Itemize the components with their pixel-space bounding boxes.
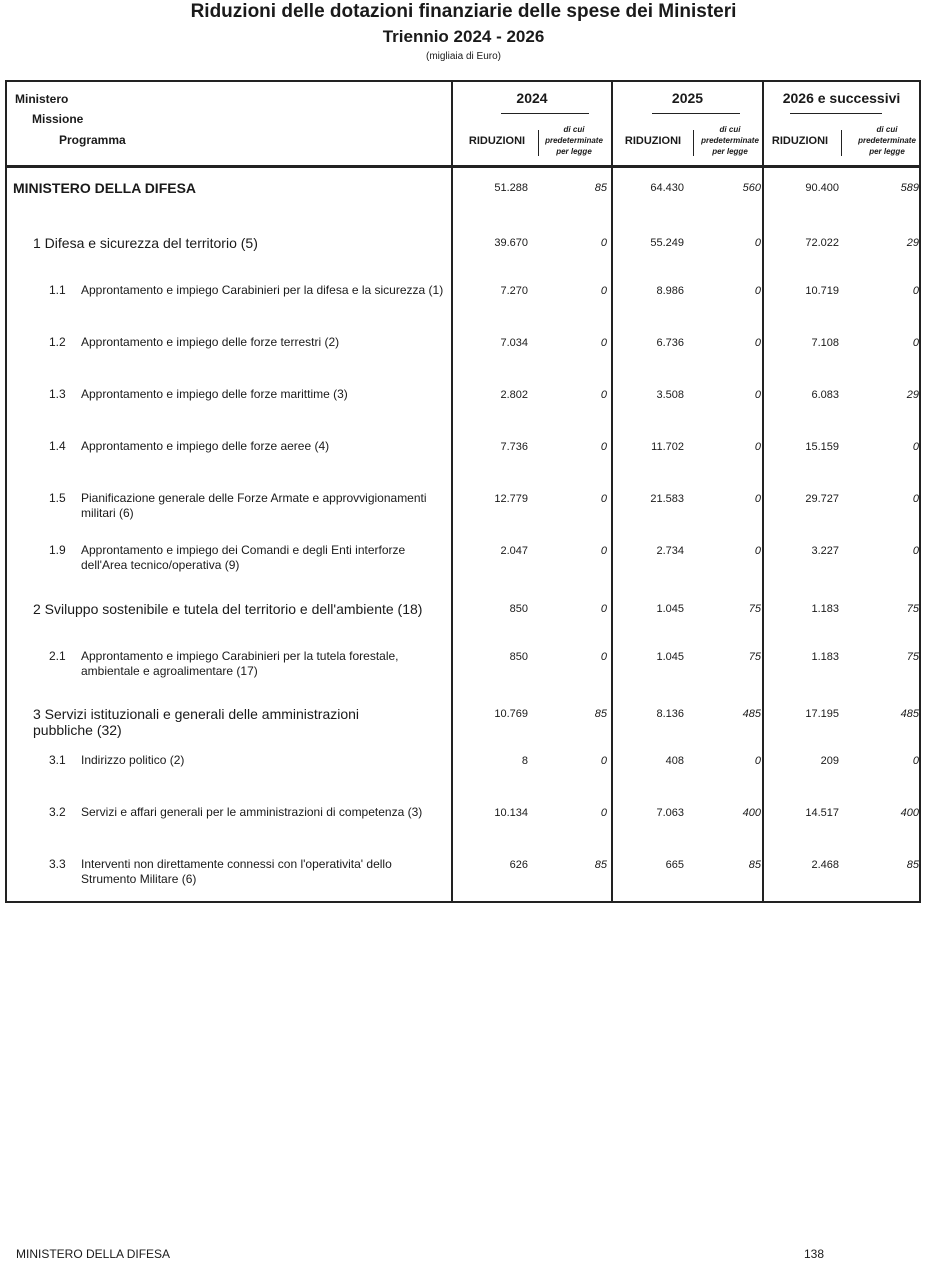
program-code: 1.3 (49, 387, 66, 401)
cell-dicui-2024: 0 (600, 237, 607, 249)
program-code: 2.1 (49, 649, 66, 663)
cell-dicui-2026: 0 (912, 285, 919, 297)
cell-riduzioni-2025: 2.734 (656, 545, 684, 557)
cell-riduzioni-2026: 72.022 (805, 237, 839, 249)
cell-riduzioni-2024: 51.288 (494, 182, 528, 194)
dicui-line1: di cui (719, 125, 741, 134)
cell-riduzioni-2024: 39.670 (494, 237, 528, 249)
cell-dicui-2025: 0 (754, 337, 761, 349)
cell-dicui-2026: 485 (900, 708, 919, 720)
cell-riduzioni-2024: 7.034 (500, 337, 528, 349)
cell-dicui-2025: 75 (748, 651, 761, 663)
program-code: 1.5 (49, 491, 66, 505)
cell-riduzioni-2025: 3.508 (656, 389, 684, 401)
cell-dicui-2024: 0 (600, 337, 607, 349)
cell-dicui-2024: 85 (594, 182, 607, 194)
header-programma: Programma (59, 133, 126, 147)
cell-dicui-2026: 400 (900, 807, 919, 819)
cell-dicui-2024: 85 (594, 708, 607, 720)
cell-dicui-2024: 0 (600, 651, 607, 663)
dicui-line2: predeterminate (545, 136, 603, 145)
row-label: 3 Servizi istituzionali e generali delle amministrazioni pubbliche (32) (33, 706, 360, 738)
cell-riduzioni-2026: 1.183 (811, 603, 839, 615)
cell-riduzioni-2026: 2.468 (811, 859, 839, 871)
cell-riduzioni-2024: 2.047 (500, 545, 528, 557)
cell-dicui-2026: 0 (912, 755, 919, 767)
page-subtitle: Triennio 2024 - 2026 (382, 27, 545, 46)
row-label: Approntamento e impiego delle forze aeree (4) (81, 439, 330, 453)
dicui-line1: di cui (563, 125, 585, 134)
cell-riduzioni-2025: 64.430 (650, 182, 684, 194)
program-code: 1.1 (49, 283, 66, 297)
cell-riduzioni-2026: 29.727 (805, 493, 839, 505)
cell-riduzioni-2026: 1.183 (811, 651, 839, 663)
page-number: 138 (804, 1247, 825, 1261)
year-header-2024: 2024 (516, 90, 548, 106)
cell-riduzioni-2024: 626 (509, 859, 528, 871)
cell-riduzioni-2024: 2.802 (500, 389, 528, 401)
cell-dicui-2026: 29 (906, 389, 919, 401)
row-label: MINISTERO DELLA DIFESA (13, 180, 197, 196)
cell-dicui-2024: 0 (600, 441, 607, 453)
cell-dicui-2024: 85 (594, 859, 607, 871)
cell-riduzioni-2025: 408 (665, 755, 684, 767)
cell-riduzioni-2025: 11.702 (651, 441, 684, 453)
col-riduzioni-2024: RIDUZIONI (468, 135, 526, 147)
year-underline (790, 113, 882, 114)
header-missione: Missione (32, 112, 84, 126)
cell-dicui-2024: 0 (600, 755, 607, 767)
cell-dicui-2025: 0 (754, 237, 761, 249)
cell-dicui-2025: 0 (754, 441, 761, 453)
col-riduzioni-2026: RIDUZIONI (771, 135, 829, 147)
dicui-line3: per legge (556, 147, 592, 156)
cell-riduzioni-2025: 21.583 (650, 493, 684, 505)
cell-riduzioni-2025: 7.063 (656, 807, 684, 819)
cell-dicui-2025: 0 (754, 389, 761, 401)
cell-riduzioni-2025: 8.986 (656, 285, 684, 297)
row-label: Approntamento e impiego delle forze terrestri (2) (81, 335, 340, 349)
col-dicui-2025 (695, 124, 765, 157)
row-label: Indirizzo politico (2) (81, 753, 185, 767)
cell-riduzioni-2024: 7.270 (500, 285, 528, 297)
col-divider (451, 82, 453, 901)
cell-riduzioni-2026: 10.719 (805, 285, 839, 297)
cell-riduzioni-2024: 7.736 (500, 441, 528, 453)
cell-dicui-2024: 0 (600, 493, 607, 505)
cell-dicui-2025: 485 (742, 708, 761, 720)
row-label: Approntamento e impiego Carabinieri per la difesa e la sicurezza (1) (81, 283, 444, 297)
year-underline (501, 113, 589, 114)
cell-dicui-2025: 0 (754, 755, 761, 767)
cell-dicui-2024: 0 (600, 603, 607, 615)
cell-riduzioni-2026: 90.400 (805, 182, 839, 194)
cell-riduzioni-2024: 8 (521, 755, 528, 767)
year-underline (652, 113, 740, 114)
cell-riduzioni-2025: 1.045 (656, 651, 684, 663)
col-divider (611, 82, 613, 901)
program-code: 1.4 (49, 439, 66, 453)
cell-dicui-2025: 85 (748, 859, 761, 871)
subcol-divider (693, 130, 694, 156)
cell-riduzioni-2025: 665 (665, 859, 684, 871)
footer-ministry: MINISTERO DELLA DIFESA (16, 1247, 171, 1261)
cell-dicui-2025: 75 (748, 603, 761, 615)
program-code: 3.3 (49, 857, 66, 871)
program-code: 1.9 (49, 543, 66, 557)
cell-riduzioni-2026: 6.083 (811, 389, 839, 401)
cell-riduzioni-2026: 209 (820, 755, 839, 767)
cell-riduzioni-2024: 850 (509, 651, 528, 663)
program-code: 1.2 (49, 335, 66, 349)
cell-riduzioni-2025: 8.136 (656, 708, 684, 720)
cell-riduzioni-2025: 1.045 (656, 603, 684, 615)
cell-dicui-2026: 85 (906, 859, 919, 871)
row-label: 2 Sviluppo sostenibile e tutela del territorio e dell'ambiente (18) (33, 601, 423, 617)
cell-dicui-2026: 75 (906, 603, 919, 615)
dicui-line1: di cui (876, 125, 898, 134)
row-label: Approntamento e impiego Carabinieri per la tutela forestale, ambientale e agroalimentare (17) (81, 649, 399, 678)
dicui-line2: predeterminate (858, 136, 916, 145)
col-divider (762, 82, 764, 901)
year-header-2025: 2025 (671, 90, 704, 106)
row-label: Approntamento e impiego delle forze marittime (3) (81, 387, 348, 401)
subcol-divider (841, 130, 842, 156)
cell-riduzioni-2024: 10.769 (494, 708, 528, 720)
cell-riduzioni-2024: 850 (509, 603, 528, 615)
cell-dicui-2026: 0 (912, 441, 919, 453)
dicui-line3: per legge (712, 147, 748, 156)
row-label: Servizi e affari generali per le amministrazioni di competenza (3) (81, 805, 423, 819)
cell-dicui-2025: 0 (754, 493, 761, 505)
row-label: 1 Difesa e sicurezza del territorio (5) (33, 235, 258, 251)
row-label: Pianificazione generale delle Forze Armate e approvvigionamenti militari (6) (81, 491, 427, 520)
cell-dicui-2026: 0 (912, 493, 919, 505)
cell-riduzioni-2026: 17.195 (805, 708, 839, 720)
cell-riduzioni-2026: 3.227 (811, 545, 839, 557)
year-header-2026: 2026 e successivi (782, 90, 901, 106)
program-code: 3.2 (49, 805, 66, 819)
reductions-table (5, 80, 921, 903)
col-dicui-2026 (852, 124, 922, 157)
cell-riduzioni-2026: 14.517 (805, 807, 839, 819)
cell-riduzioni-2025: 6.736 (656, 337, 684, 349)
dicui-line2: predeterminate (701, 136, 759, 145)
cell-dicui-2026: 0 (912, 545, 919, 557)
cell-dicui-2026: 75 (906, 651, 919, 663)
page-title: Riduzioni delle dotazioni finanziarie delle spese dei Ministeri (190, 1, 737, 22)
cell-dicui-2026: 0 (912, 337, 919, 349)
row-label: Interventi non direttamente connessi con l'operativita' dello Strumento Militare (6) (81, 857, 392, 886)
cell-dicui-2025: 0 (754, 285, 761, 297)
cell-riduzioni-2024: 12.779 (494, 493, 528, 505)
col-riduzioni-2025: RIDUZIONI (624, 135, 682, 147)
header-ministero: Ministero (15, 92, 69, 106)
cell-dicui-2025: 560 (742, 182, 761, 194)
header-divider (7, 165, 919, 168)
cell-riduzioni-2026: 15.159 (805, 441, 839, 453)
cell-dicui-2025: 400 (742, 807, 761, 819)
cell-riduzioni-2025: 55.249 (650, 237, 684, 249)
cell-dicui-2025: 0 (754, 545, 761, 557)
cell-dicui-2024: 0 (600, 807, 607, 819)
cell-dicui-2026: 29 (906, 237, 919, 249)
cell-dicui-2024: 0 (600, 389, 607, 401)
program-code: 3.1 (49, 753, 66, 767)
cell-riduzioni-2024: 10.134 (494, 807, 528, 819)
cell-dicui-2024: 0 (600, 285, 607, 297)
cell-dicui-2026: 589 (900, 182, 919, 194)
dicui-line3: per legge (869, 147, 905, 156)
unit-note: (migliaia di Euro) (425, 51, 502, 62)
cell-dicui-2024: 0 (600, 545, 607, 557)
col-dicui-2024 (539, 124, 609, 157)
cell-riduzioni-2026: 7.108 (811, 337, 839, 349)
row-label: Approntamento e impiego dei Comandi e degli Enti interforze dell'Area tecnico/operativa (9) (81, 543, 406, 572)
